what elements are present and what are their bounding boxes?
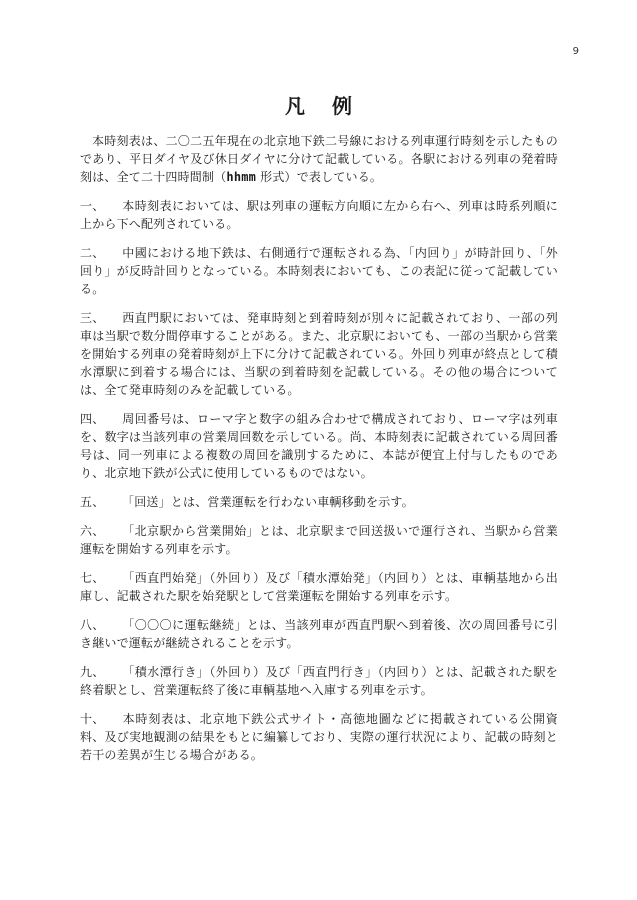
item-number: 十、 bbox=[80, 712, 105, 726]
legend-item-6 bbox=[80, 522, 558, 558]
item-text: 「積水潭行き」（外回り）及び「西直門行き」（内回り）とは、記載された駅を終着駅とし、営業運転終了後に車輌基地へ入庫する列車を示す。 bbox=[80, 665, 559, 697]
item-number: 三、 bbox=[80, 311, 105, 325]
item-number: 一、 bbox=[80, 199, 105, 213]
legend-item-4 bbox=[80, 410, 558, 482]
page-number: 9 bbox=[572, 46, 579, 57]
item-number: 二、 bbox=[80, 246, 105, 260]
legend-item-2 bbox=[80, 244, 558, 298]
item-number: 七、 bbox=[80, 571, 105, 585]
item-text: 「〇〇〇に運転継続」とは、当該列車が西直門駅へ到着後、次の周回番号に引き継いで運転が継続されることを示す。 bbox=[80, 618, 558, 650]
intro-paragraph bbox=[80, 132, 558, 186]
page-title: 凡 例 bbox=[285, 94, 362, 118]
item-text: 「回送」とは、営業運転を行わない車輌移動を示す。 bbox=[122, 495, 414, 509]
item-text: 周回番号は、ローマ字と数字の組み合わせで構成されており、ローマ字は列車を、数字は当該列車の営業周回数を示している。尚、本時刻表に記載されている周回番号は、同一列車による複数の周回を識別するために、本誌が便宜上付与したものであり、北京地下鉄が公式に使用しているものではない。 bbox=[80, 412, 558, 480]
item-text: 「北京駅から営業開始」とは、北京駅まで回送扱いで運行され、当駅から営業運転を開始する列車を示す。 bbox=[80, 524, 558, 556]
item-text: 本時刻表においては、駅は列車の運転方向順に左から右へ、列車は時系列順に上から下へ配列されている。 bbox=[80, 199, 558, 231]
legend-item-10 bbox=[80, 710, 558, 764]
legend-content bbox=[80, 132, 558, 775]
item-number: 九、 bbox=[80, 665, 105, 679]
legend-item-9 bbox=[80, 663, 558, 699]
legend-item-3 bbox=[80, 309, 558, 399]
legend-item-5 bbox=[80, 493, 558, 511]
legend-item-7 bbox=[80, 569, 558, 605]
legend-item-8 bbox=[80, 616, 558, 652]
item-text: 本時刻表は、北京地下鉄公式サイト・高徳地圖などに掲載されている公開資料、及び実地観測の結果をもとに編纂しており、実際の運行状況により、記載の時刻と若干の差異が生じる場合がある。 bbox=[80, 712, 558, 762]
intro-text-after: 形式）で表している。 bbox=[256, 170, 383, 184]
item-number: 六、 bbox=[80, 524, 105, 538]
item-text: 西直門駅においては、発車時刻と到着時刻が別々に記載されており、一部の列車は当駅で数分間停車することがある。また、北京駅においても、一部の当駅から営業を開始する列車の発着時刻が上下に分けて記載されている。外回り列車が終点として積水潭駅に到着する場合には、当駅の到着時刻を記載している。その他の場合については、全て発車時刻のみを記載している。 bbox=[80, 311, 558, 397]
item-text: 中國における地下鉄は、右側通行で運転される為、「内回り」が時計回り、「外回り」が反時計回りとなっている。本時刻表においても、この表記に従って記載している。 bbox=[80, 246, 558, 296]
item-number: 八、 bbox=[80, 618, 105, 632]
legend-item-1 bbox=[80, 197, 558, 233]
intro-text-before: 本時刻表は、二〇二五年現在の北京地下鉄二号線における列車運行時刻を示したものであり、平日ダイヤ及び休日ダイヤに分けて記載している。各駅における列車の発着時刻は、全て二十四時間制（ bbox=[80, 134, 558, 184]
item-number: 五、 bbox=[80, 495, 105, 509]
time-format-code: hhmm bbox=[226, 170, 257, 184]
item-text: 「西直門始発」（外回り）及び「積水潭始発」（内回り）とは、車輌基地から出庫し、記載された駅を始発駅として営業運転を開始する列車を示す。 bbox=[80, 571, 558, 603]
item-number: 四、 bbox=[80, 412, 105, 426]
